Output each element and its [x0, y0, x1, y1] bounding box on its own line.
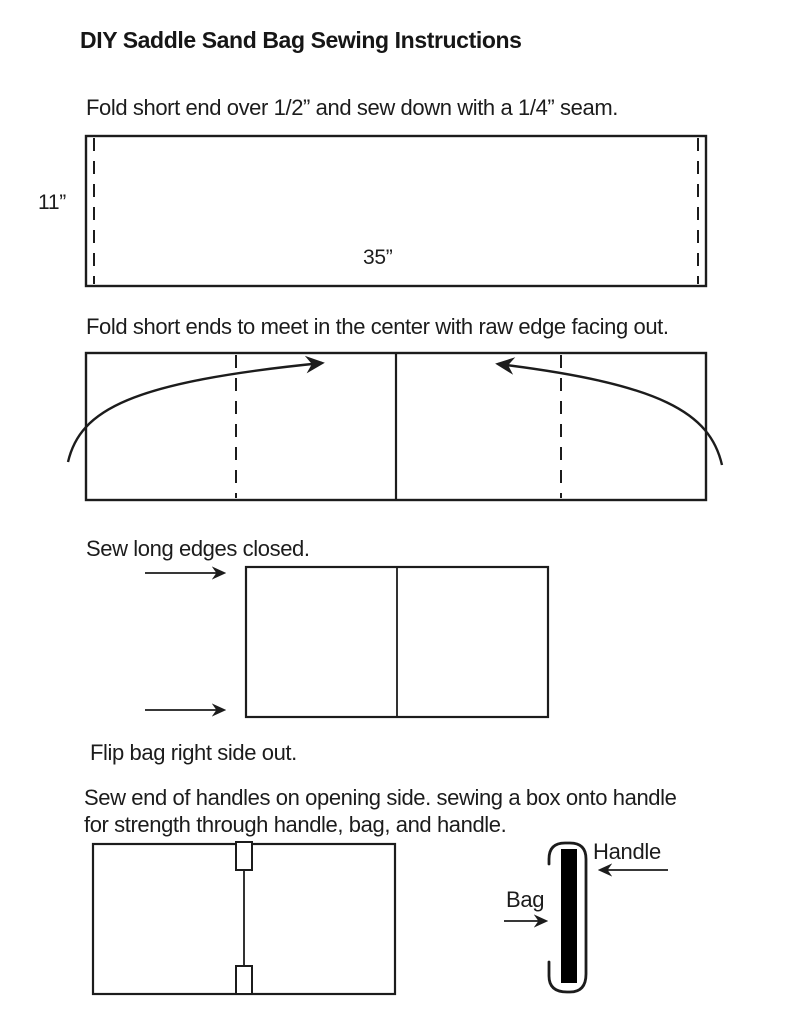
step4-instruction: Flip bag right side out.	[90, 740, 297, 765]
bag-label: Bag	[506, 887, 545, 912]
step5-instruction-line1: Sew end of handles on opening side. sewing a box onto handle	[84, 785, 677, 810]
step3-instruction: Sew long edges closed.	[86, 536, 310, 561]
right-fold-arrow	[498, 364, 722, 465]
bottom-handle-end-box	[236, 966, 252, 994]
left-fold-arrow	[68, 363, 322, 462]
handle-bar	[561, 849, 577, 983]
diagram-step1-panel	[86, 136, 706, 286]
step5-instruction-line2: for strength through handle, bag, and handle.	[84, 812, 507, 837]
panel-outline	[86, 136, 706, 286]
height-dimension-label: 11”	[38, 191, 66, 214]
width-dimension-label: 35”	[363, 246, 393, 269]
page-title: DIY Saddle Sand Bag Sewing Instructions	[80, 27, 522, 53]
top-handle-end-box	[236, 842, 252, 870]
diagram-step3-sew	[145, 567, 548, 717]
diagram-step2-fold	[68, 353, 722, 500]
step2-instruction: Fold short ends to meet in the center with raw edge facing out.	[86, 314, 669, 339]
handle-label: Handle	[593, 839, 661, 864]
diagram-step5-bag-handles	[93, 842, 395, 994]
step1-instruction: Fold short end over 1/2” and sew down with a 1/4” seam.	[86, 95, 618, 120]
diagram-step5-side-view	[504, 843, 668, 992]
